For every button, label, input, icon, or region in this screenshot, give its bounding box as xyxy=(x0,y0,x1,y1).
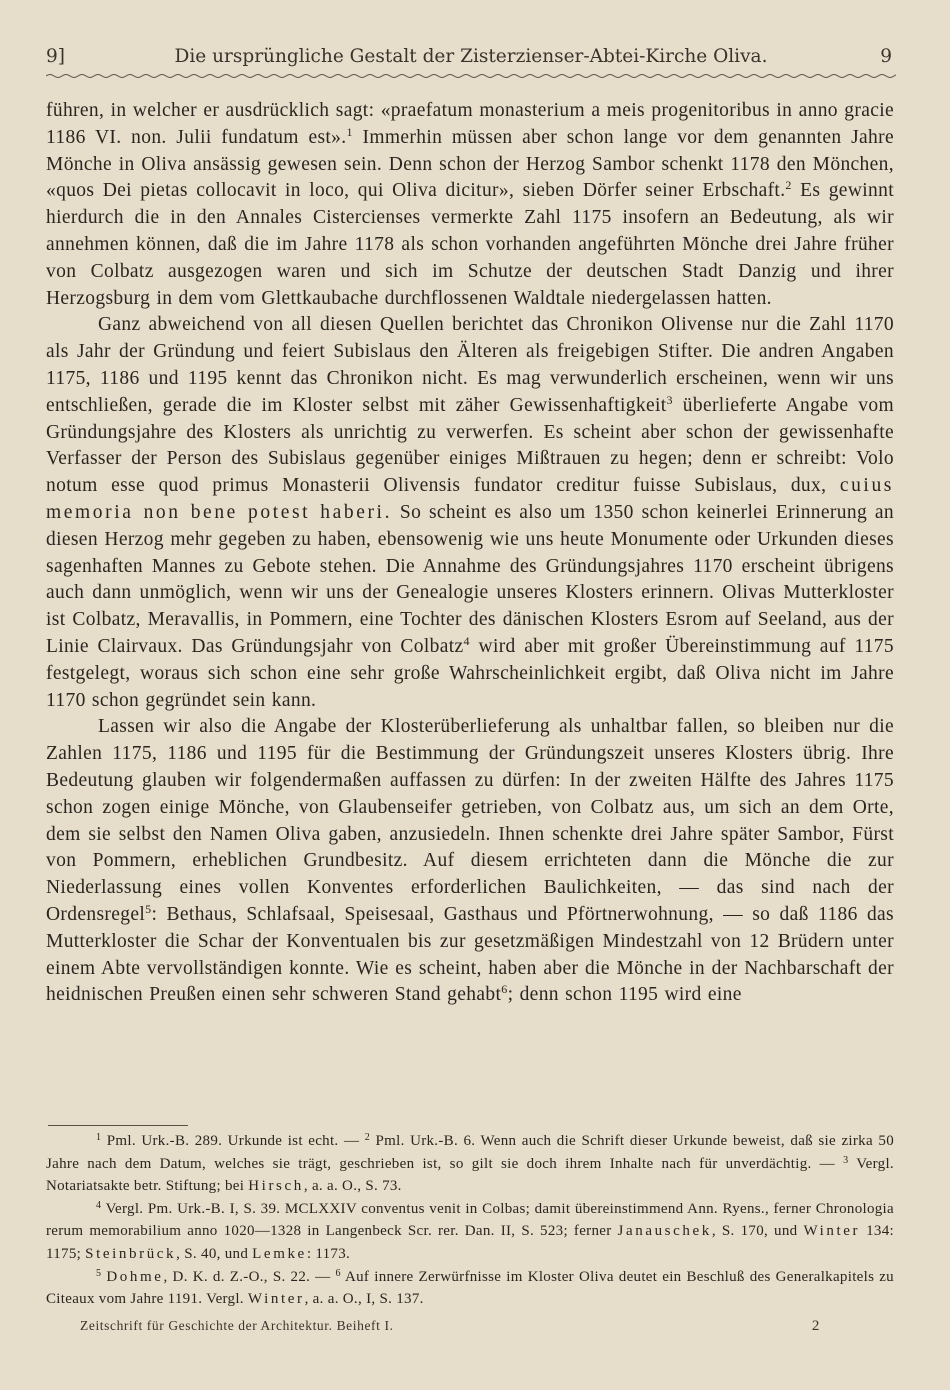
paragraph-1: führen, in welcher er ausdrücklich sagt: «praefatum monasterium a meis progenitoribus in anno gracie 1186 VI. non. Julii fundatum est».$^1$ Immerhin müssen aber schon lange vor dem genannten Jahre Mönche in Oliva ansässig gewesen sein. Denn schon der Herzog Sambor schenkt 1178 den Mönchen, «quos Dei pietas collocavit in loco, qui Oliva dicitur», sieben Dörfer seiner Erbschaft.$^2$ Es gewinnt hierdurch die in den Annales Cistercienses vermerkte Zahl 1175 insofern an Bedeutung, als wir annehmen können, daß die im Jahre 1178 als schon vorhanden angeführten Mönche drei Jahre früher von Colbatz ausgezogen waren und sich im Schutze der deutschen Stadt Danzig und ihrer Herzogsburg in dem vom Glettkaubache durchflossenen Waldtale niedergelassen hatten. xyxy=(46,100,894,309)
footnote-separator xyxy=(48,1125,188,1126)
paragraph-3: Lassen wir also die Angabe der Klosterüberlieferung als unhaltbar fallen, so bleiben nur die Zahlen 1175, 1186 und 1195 für die Bestimmung der Gründungszeit unseres Klosters übrig. Ihre Bedeutung glauben wir folgendermaßen auffassen zu dürfen: In der zweiten Hälfte des Jahres 1175 schon zogen einige Mönche, von Glaubenseifer getrieben, von Colbatz aus, um sich an dem Orte, dem sie selbst den Namen Oliva gaben, anzusiedeln. Ihnen schenkte drei Jahre später Sambor, Fürst von Pommern, erheblichen Grundbesitz. Auf diesem errichteten dann die Mönche die zur Niederlassung eines vollen Konventes erforderlichen Baulichkeiten, — das sind nach der Ordensregel$^5$: Bethaus, Schlafsaal, Speisesaal, Gasthaus und Pförtnerwohnung, — so daß 1186 das Mutterkloster die Schar der Konventualen bis zur gesetzmäßigen Mindestzahl von 12 Brüdern unter einem Abte vervollständigen konnte. Wie es scheint, haben aber die Mönche in der Nachbarschaft der heidnischen Preußen einen sehr schweren Stand gehabt$^6$; denn schon 1195 wird eine xyxy=(46,716,894,1006)
footnote-4: $^4$ Vergl. Pm. Urk.-B. I, S. 39. MCLXXIV conventus venit in Colbas; damit übereinstimmend Ann. Ryens., ferner Chronologia rerum memorabilium anno 1020—1328 in Langenbeck Scr. rer. Dan. II, S. 523; ferner Janauschek, S. 170, und Winter 134: 1175; Steinbrück, S. 40, und Lemke: 1173. xyxy=(46,1199,894,1262)
footnote-1-3: $^1$ Pml. Urk.-B. 289. Urkunde ist echt. — $^2$ Pml. Urk.-B. 6. Wenn auch die Schrift dieser Urkunde beweist, daß sie zirka 50 Jahre nach dem Datum, welches sie trägt, geschrieben ist, so gilt sie doch ihrem Inhalte nach für unverdächtig. — $^3$ Vergl. Notariatsakte betr. Stiftung; bei Hirsch, a. a. O., S. 73. xyxy=(46,1132,894,1195)
footnote-ref-2: 2 xyxy=(785,178,792,193)
header-section-number: 9] xyxy=(46,46,65,67)
page-footer xyxy=(80,1318,820,1340)
footnote-5-6: $^5$ Dohme, D. K. d. Z.-O., S. 22. — $^6$ Auf innere Zerwürfnisse im Kloster Oliva deutet ein Beschluß des Generalkapitels zu Citeaux vom Jahre 1191. Vergl. Winter, a. a. O., I, S. 137. xyxy=(46,1267,894,1308)
footer-signature: 2 xyxy=(811,1318,820,1334)
footnotes xyxy=(46,1130,894,1311)
footnote-ref-3: 3 xyxy=(666,392,673,407)
header-page-number: 9 xyxy=(880,46,892,67)
footnote-ref-5: 5 xyxy=(145,901,152,916)
footer-journal: Zeitschrift für Geschichte der Architektur. Beiheft I. xyxy=(80,1318,394,1333)
header-title: Die ursprüngliche Gestalt der Zisterzienser-Abtei-Kirche Oliva. xyxy=(174,46,768,67)
footnote-ref-1: 1 xyxy=(346,124,353,139)
footnote-ref-6: 6 xyxy=(501,982,508,997)
spaced-quotation: cuius memoria non bene potest haberi. xyxy=(46,475,894,523)
main-text xyxy=(46,98,894,1009)
footnote-ref-4: 4 xyxy=(463,633,470,648)
running-header xyxy=(46,46,896,72)
header-wavy-rule xyxy=(46,73,896,79)
paragraph-2: Ganz abweichend von all diesen Quellen berichtet das Chronikon Olivense nur die Zahl 1170 als Jahr der Gründung und feiert Subislaus den Älteren als freigebigen Stifter. Die andren Angaben 1175, 1186 und 1195 kennt das Chronikon nicht. Es mag verwunderlich erscheinen, wenn wir uns entschließen, gerade die im Kloster selbst mit zäher Gewissenhaftigkeit$^3$ überlieferte Angabe vom Gründungsjahre des Klosters als unrichtig zu verwerfen. Es scheint aber schon der gewissenhafte Verfasser der Person des Subislaus gegenüber einiges Mißtrauen zu hegen; denn er schreibt: Volo notum esse quod primus Monasterii Olivensis fundator creditur fuisse Subislaus, dux, cuius memoria non bene potest haberi. So scheint es also um 1350 schon keinerlei Erinnerung an diesen Herzog mehr gegeben zu haben, ebensowenig wie uns heute Monumente oder Urkunden dieses sagenhaften Mannes zu Gebote stehen. Die Annahme des Gründungsjahres 1170 erscheint übrigens auch dann unmöglich, wenn wir uns der Genealogie unseres Klosters erinnern. Olivas Mutterkloster ist Colbatz, Meravallis, in Pommern, eine Tochter des dänischen Klosters Esrom auf Seeland, aus der Linie Clairvaux. Das Gründungsjahr von Colbatz$^4$ wird aber mit großer Übereinstimmung auf 1175 festgelegt, woraus sich schon eine sehr große Wahrscheinlichkeit ergibt, daß Oliva nicht im Jahre 1170 schon gegründet sein kann. xyxy=(46,314,895,711)
